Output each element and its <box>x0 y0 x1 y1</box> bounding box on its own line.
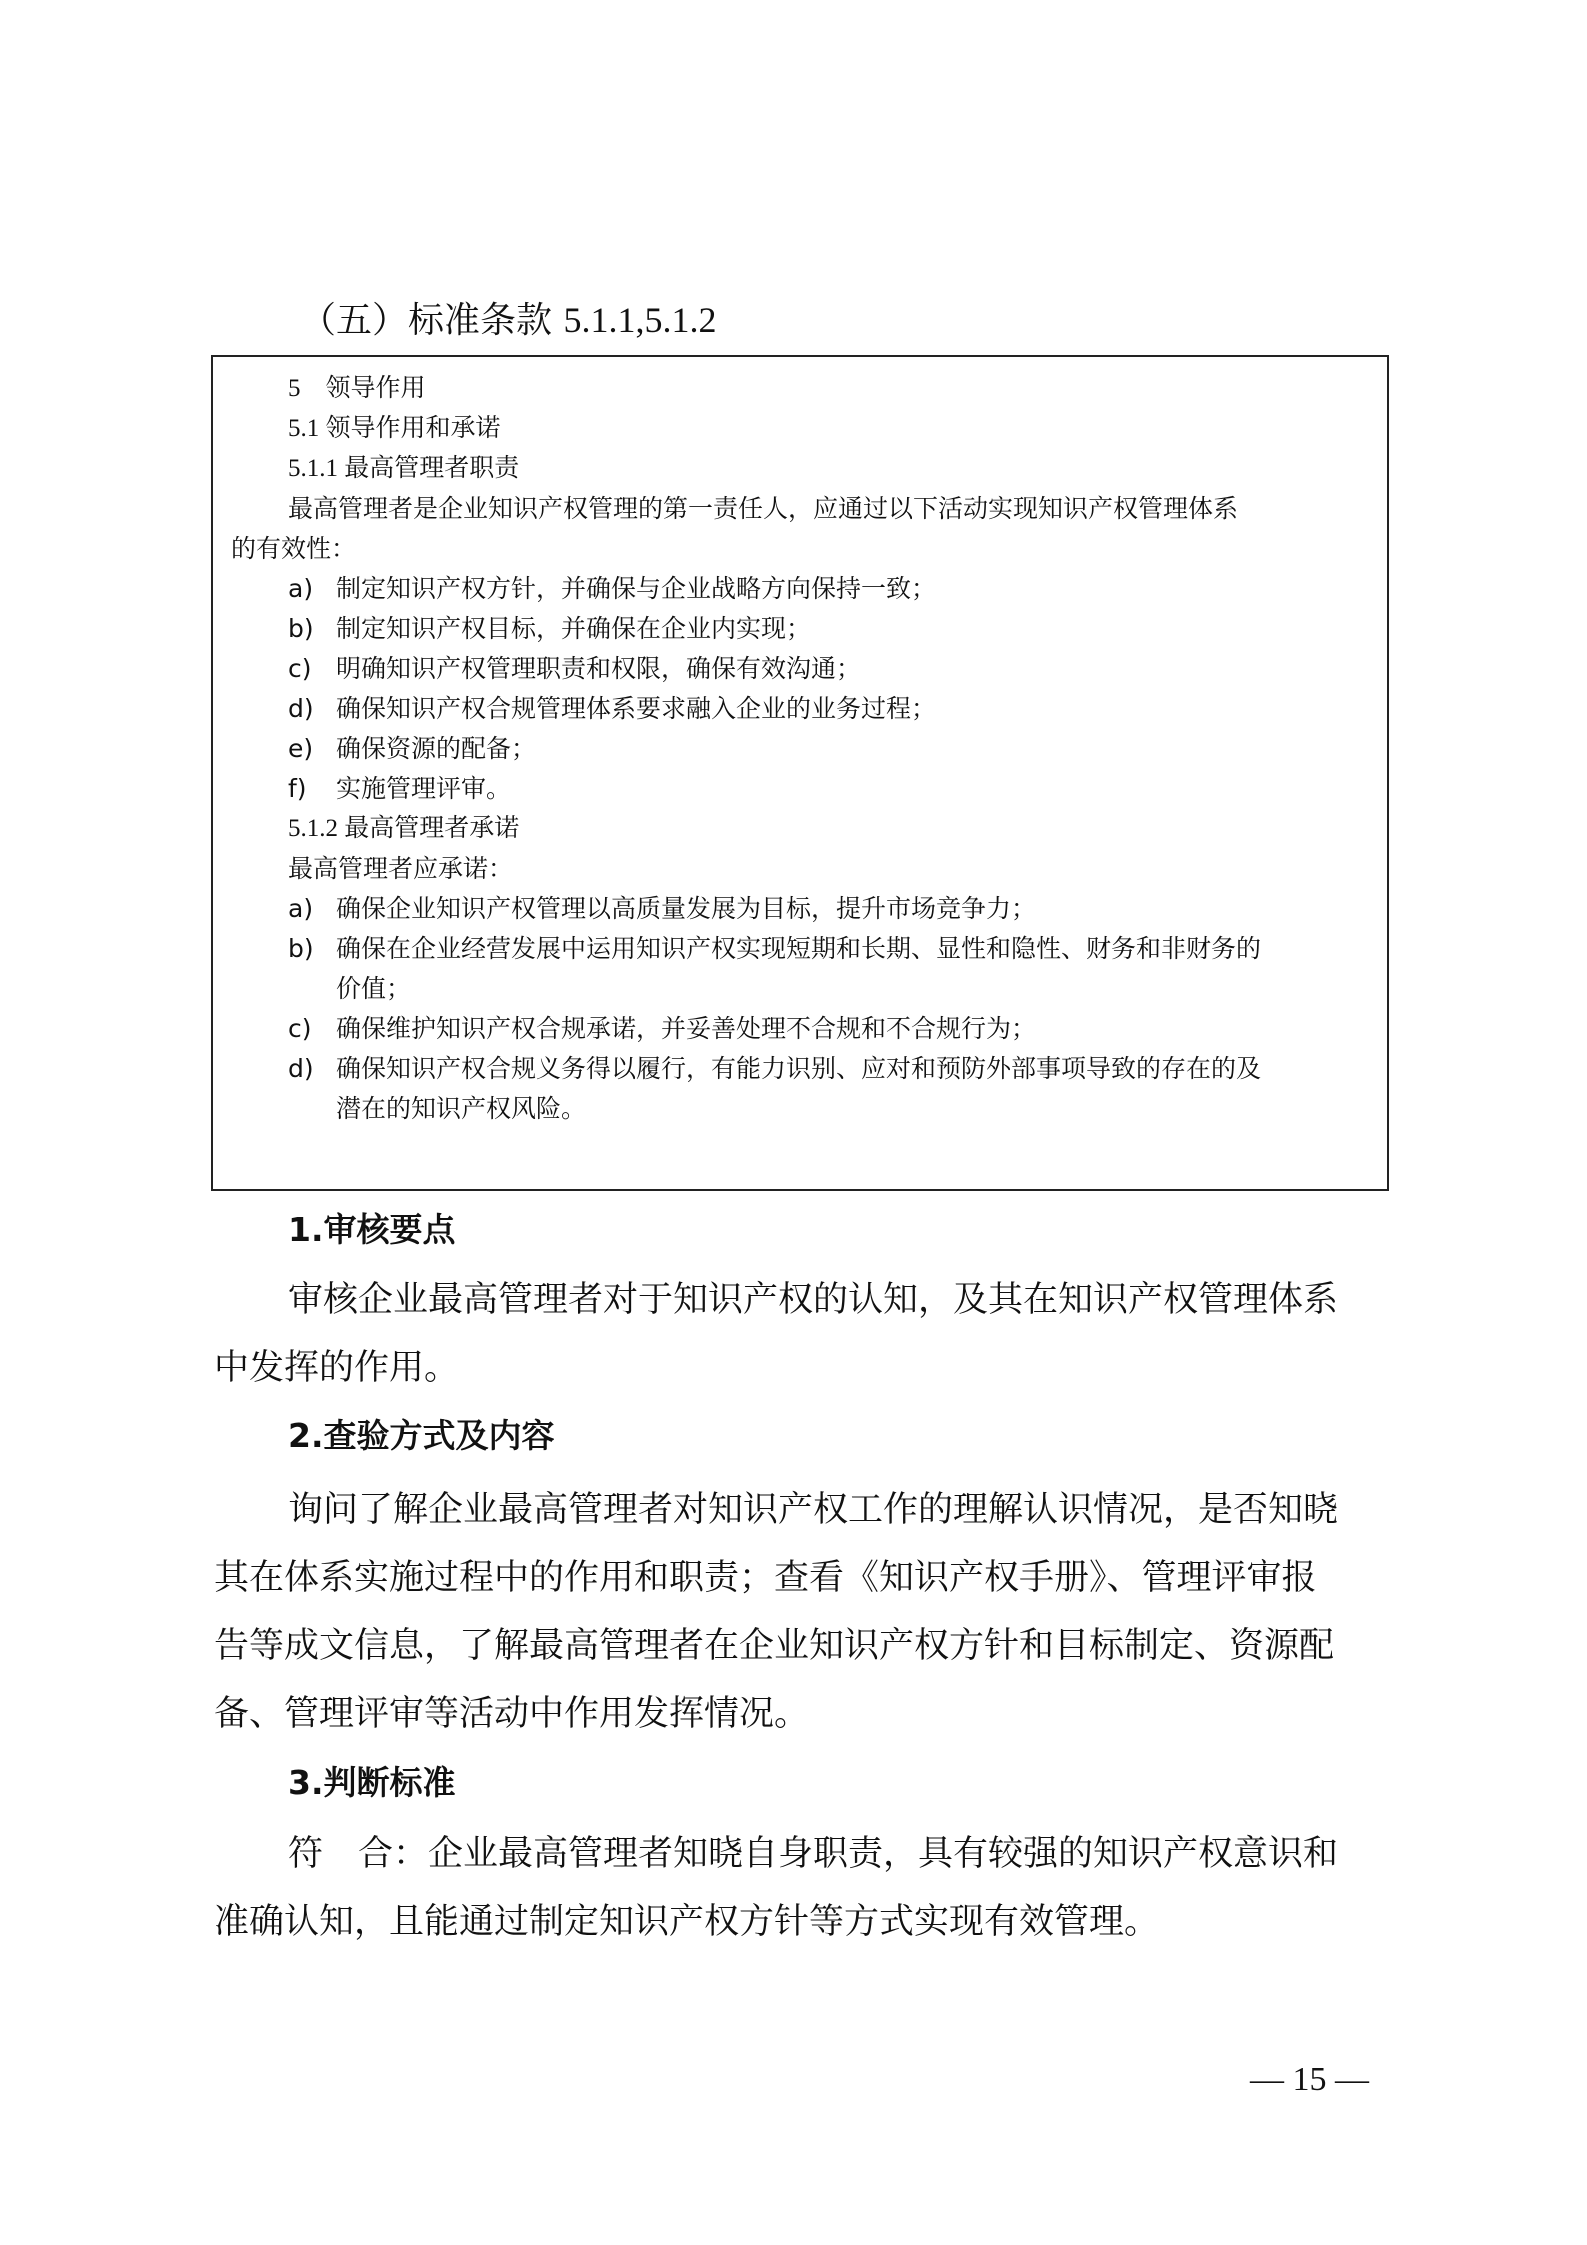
list-text: 制定知识产权方针，并确保与企业战略方向保持一致； <box>336 574 937 603</box>
list-marker: e) <box>288 734 314 763</box>
clause-5-1-1-intro-line1: 最高管理者是企业知识产权管理的第一责任人，应通过以下活动实现知识产权管理体系 <box>288 494 1239 523</box>
list-item <box>288 769 511 809</box>
list-text: 确保知识产权合规管理体系要求融入企业的业务过程； <box>336 694 937 723</box>
list-item <box>288 889 1036 929</box>
list-marker: c) <box>288 1014 312 1043</box>
list-item <box>288 649 861 689</box>
list-text: 制定知识产权目标，并确保在企业内实现； <box>336 614 812 643</box>
list-item <box>288 1009 1036 1049</box>
list-marker: d) <box>288 1054 314 1083</box>
clause-5-1-title: 5.1 领导作用和承诺 <box>288 415 501 442</box>
list-marker: b) <box>288 934 314 963</box>
criteria-line2: 准确认知，且能通过制定知识产权方针等方式实现有效管理。 <box>214 1902 1160 1942</box>
list-text: 明确知识产权管理职责和权限，确保有效沟通； <box>336 654 862 683</box>
clause-5-1-1-intro-line2: 的有效性： <box>231 534 357 563</box>
list-item-continuation <box>288 969 411 1009</box>
criteria-line1: 符 合：企业最高管理者知晓自身职责，具有较强的知识产权意识和 <box>288 1834 1339 1874</box>
criteria-heading: 3.判断标准 <box>288 1763 456 1802</box>
inspection-line1: 询问了解企业最高管理者对知识产权工作的理解认识情况，是否知晓 <box>288 1490 1339 1530</box>
audit-points-line1: 审核企业最高管理者对于知识产权的认知，及其在知识产权管理体系 <box>288 1280 1339 1320</box>
inspection-line4: 备、管理评审等活动中作用发挥情况。 <box>214 1694 810 1734</box>
audit-points-heading: 1.审核要点 <box>288 1210 456 1249</box>
list-marker: b) <box>288 614 314 643</box>
standard-clause-box <box>211 355 1389 1191</box>
section-clause-number: 5.1.1,5.1.2 <box>563 300 717 340</box>
inspection-line3: 告等成文信息，了解最高管理者在企业知识产权方针和目标制定、资源配 <box>214 1626 1335 1666</box>
list-marker: d) <box>288 694 314 723</box>
clause-5-1-1-title: 5.1.1 最高管理者职责 <box>288 455 520 482</box>
clause-5-1-2-intro: 最高管理者应承诺： <box>288 854 514 883</box>
list-text: 实施管理评审。 <box>336 774 512 803</box>
audit-points-line2: 中发挥的作用。 <box>214 1348 460 1388</box>
clause-5-title: 5 领导作用 <box>288 375 426 402</box>
list-item <box>288 729 536 769</box>
list-text: 确保资源的配备； <box>336 734 537 763</box>
section-title <box>300 295 716 346</box>
section-title-text: （五）标准条款 <box>300 300 553 341</box>
page-number: — 15 — <box>1250 2061 1369 2098</box>
list-item <box>288 689 936 729</box>
list-item <box>288 609 811 649</box>
list-marker: a) <box>288 894 314 923</box>
list-item <box>288 569 936 609</box>
inspection-line2: 其在体系实施过程中的作用和职责；查看《知识产权手册》、管理评审报 <box>214 1558 1317 1598</box>
list-text: 确保企业知识产权管理以高质量发展为目标，提升市场竞争力； <box>336 894 1037 923</box>
list-text: 确保维护知识产权合规承诺，并妥善处理不合规和不合规行为； <box>336 1014 1037 1043</box>
list-item <box>288 929 1261 969</box>
list-text: 潜在的知识产权风险。 <box>336 1094 587 1123</box>
list-text: 确保在企业经营发展中运用知识产权实现短期和长期、显性和隐性、财务和非财务的 <box>336 934 1262 963</box>
clause-5-1-2-title: 5.1.2 最高管理者承诺 <box>288 815 520 842</box>
list-item <box>288 1049 1261 1089</box>
list-text: 价值； <box>336 974 412 1003</box>
inspection-heading: 2.查验方式及内容 <box>288 1416 555 1455</box>
list-marker: c) <box>288 654 312 683</box>
list-marker: a) <box>288 574 314 603</box>
list-text: 确保知识产权合规义务得以履行，有能力识别、应对和预防外部事项导致的存在的及 <box>336 1054 1262 1083</box>
list-item-continuation <box>288 1089 586 1129</box>
list-marker: f) <box>288 774 307 803</box>
